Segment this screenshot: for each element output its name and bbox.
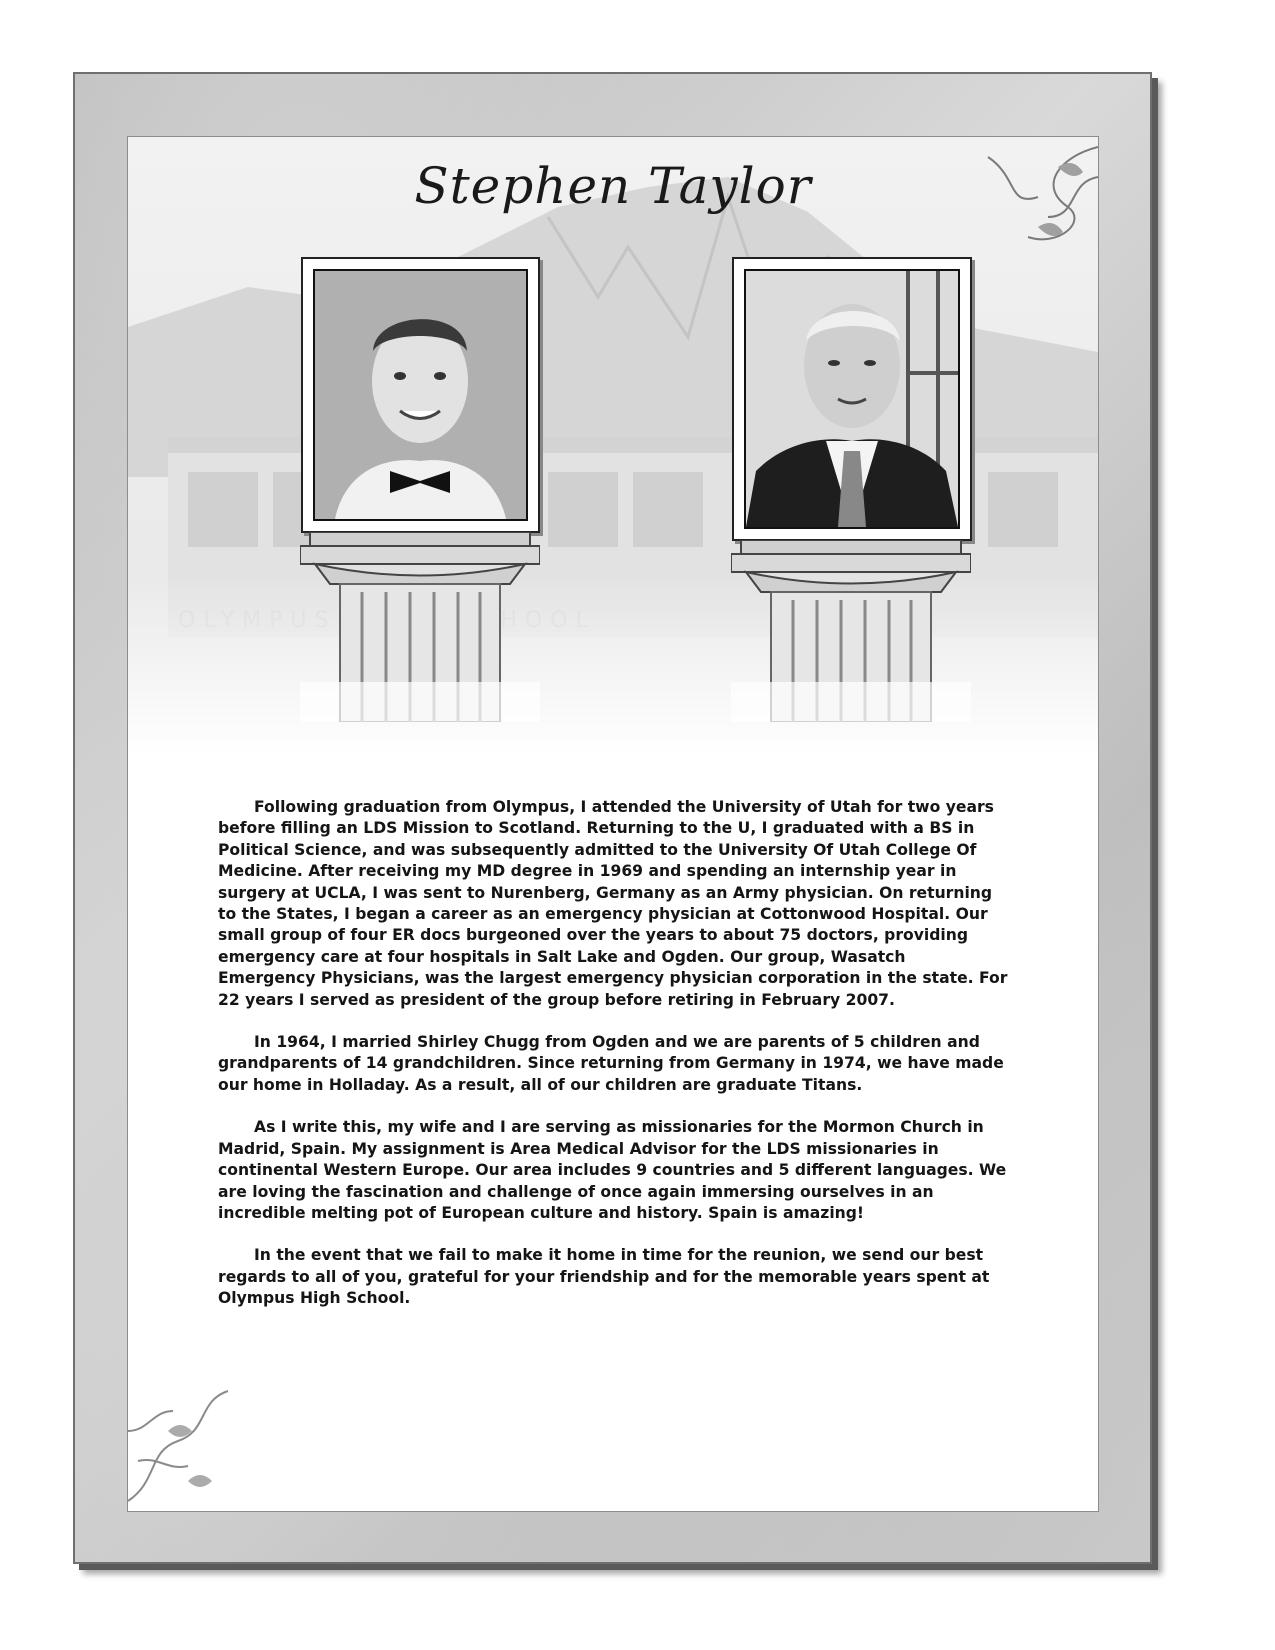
- current-photo-frame: [732, 257, 972, 541]
- yearbook-photo: [313, 269, 528, 521]
- content-panel: [127, 136, 1099, 1512]
- pillar-left: [300, 532, 540, 722]
- bio-paragraph: As I write this, my wife and I are serving as missionaries for the Mormon Church in Madrid, Spain. My assignment is Area Medical Advisor for the LDS missionaries in continental Western Europe. Our area includes 9 countries and 5 different languages. We are loving the fascination and challenge of once again immersing ourselves in an incredible melting pot of European culture and history. Spain is amazing!: [218, 1118, 1007, 1222]
- biography-text: [218, 797, 1008, 1331]
- bio-paragraph: In 1964, I married Shirley Chugg from Ogden and we are parents of 5 children and grandparents of 14 grandchildren. Since returning from Germany in 1974, we have made our home in Holladay. As a result, all of our children are graduate Titans.: [218, 1033, 1004, 1094]
- yearbook-photo-frame: [301, 257, 540, 533]
- page-title: Stephen Taylor: [414, 157, 812, 215]
- pillar-right: [731, 540, 971, 722]
- bio-paragraph: In the event that we fail to make it home in time for the reunion, we send our best regards to all of you, grateful for your friendship and for the memorable years spent at Olympus High School.: [218, 1246, 990, 1308]
- page-border-frame: [73, 72, 1152, 1564]
- bio-paragraph: Following graduation from Olympus, I attended the University of Utah for two years before filling an LDS Mission to Scotland. Returning to the U, I graduated with a BS in Political Science, and was subsequently admitted to the University Of Utah College Of Medicine. After receiving my MD degree in 1969 and spending an internship year in surgery at UCLA, I was sent to Nurenberg, Germany as an Army physician. On returning to the States, I began a career as an emergency physician at Cottonwood Hospital. Our small group of four ER docs burgeoned over the years to about 75 doctors, providing emergency care at four hospitals in Salt Lake and Ogden. Our group, Wasatch Emergency Physicians, was the largest emergency physician corporation in the state. For 22 years I served as president of the group before retiring in February 2007.: [218, 798, 1008, 1009]
- current-portrait: [744, 269, 960, 529]
- floral-swirl-bottom-left: [128, 1371, 248, 1511]
